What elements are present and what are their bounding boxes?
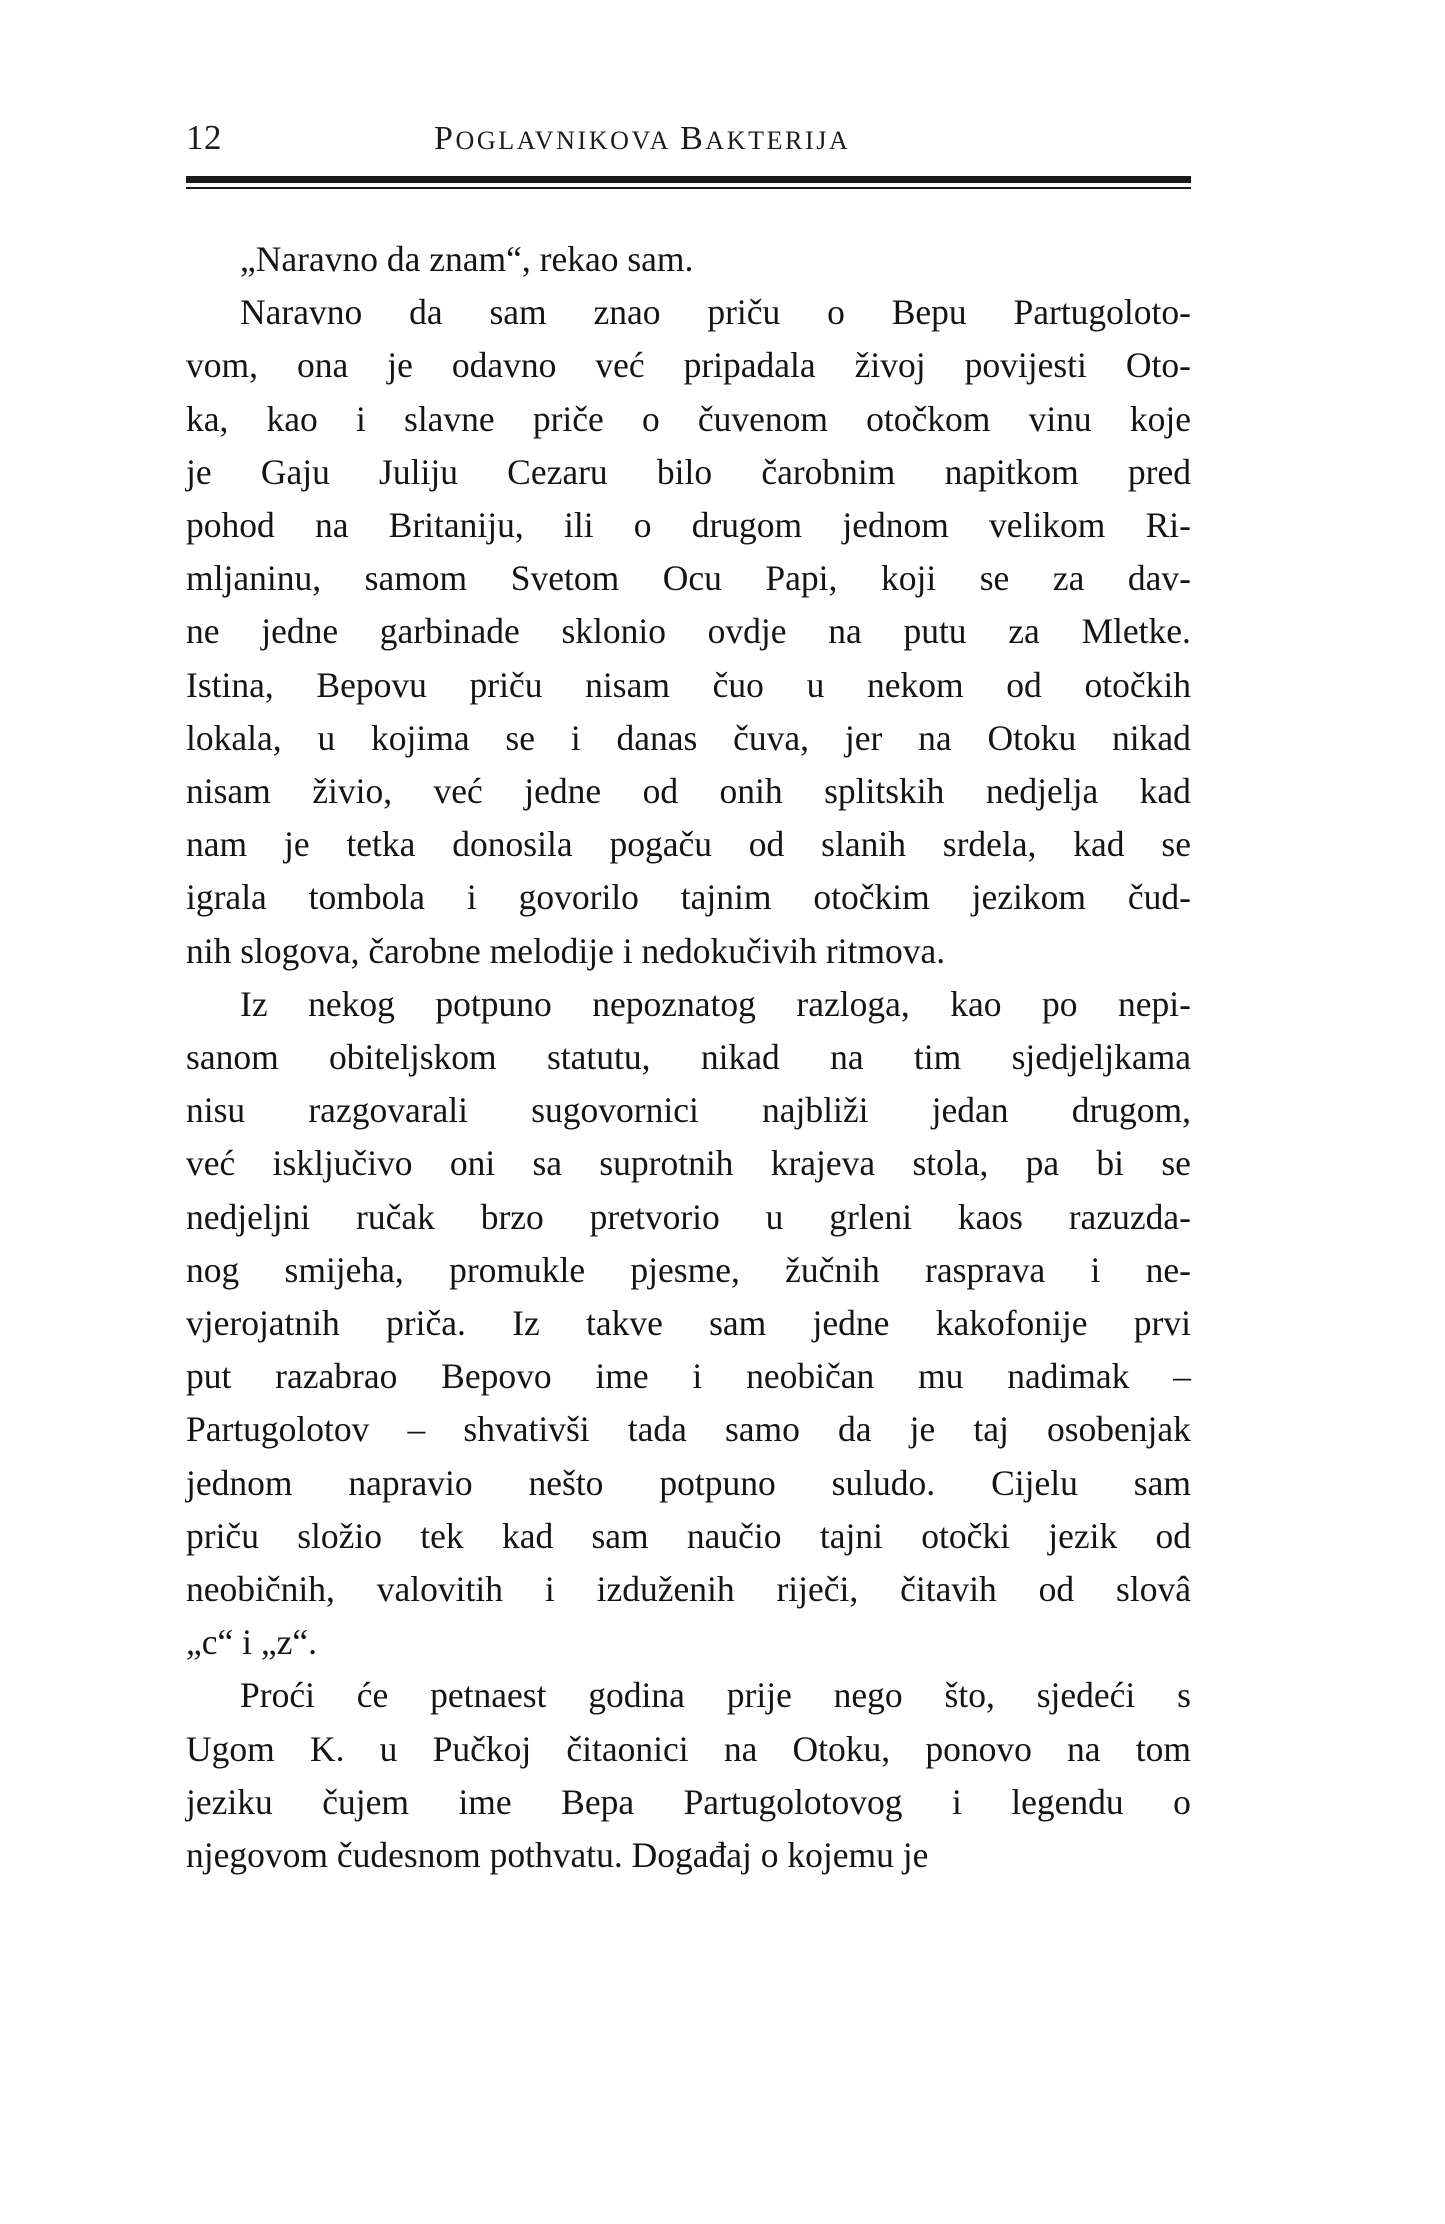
text-line — [186, 1191, 1191, 1244]
text-word: ne — [186, 611, 220, 652]
text-word: nepoznatog — [592, 983, 756, 1024]
text-word: nam — [186, 824, 248, 865]
body-text — [186, 233, 1191, 1882]
text-word: pohod — [186, 505, 275, 546]
text-word: jednom — [186, 1462, 293, 1503]
text-line — [186, 552, 1191, 605]
text-word: valovitih — [376, 1569, 503, 1610]
text-word: Oto- — [1125, 345, 1191, 386]
text-word: tajnim — [680, 877, 772, 918]
text-word: Otoku — [987, 717, 1077, 758]
text-line — [186, 393, 1191, 446]
text-word: od — [1038, 1569, 1075, 1610]
text-word: i — [544, 1569, 555, 1610]
text-line — [186, 1084, 1191, 1137]
text-word: na — [830, 1037, 864, 1078]
text-word: stola, — [912, 1143, 989, 1184]
text-word: sjedeći — [1036, 1675, 1136, 1716]
text-word: nedjeljni — [186, 1196, 311, 1237]
running-title-initial-2: B — [680, 120, 706, 157]
text-word: takve — [585, 1303, 663, 1344]
text-word: jedan — [931, 1090, 1009, 1131]
text-word: već — [186, 1143, 236, 1184]
text-word: nekom — [867, 664, 964, 705]
text-word: od — [1006, 664, 1042, 705]
text-line — [186, 1776, 1191, 1829]
text-word: i — [692, 1356, 703, 1397]
text-word: sam — [591, 1515, 649, 1556]
text-word: što, — [944, 1675, 995, 1716]
text-word: u — [317, 717, 336, 758]
text-word: čud- — [1127, 877, 1191, 918]
text-word: otočki — [921, 1515, 1010, 1556]
text-line — [186, 1244, 1191, 1297]
text-word: nisam — [186, 771, 271, 812]
text-word: slavne — [404, 398, 495, 439]
text-word: koje — [1129, 398, 1191, 439]
text-word: velikom — [989, 505, 1106, 546]
body-paragraph — [186, 1669, 1191, 1882]
text-line — [186, 1510, 1191, 1563]
text-word: se — [1161, 1143, 1191, 1184]
text-word: kad — [1139, 771, 1191, 812]
text-line — [186, 1031, 1191, 1084]
text-word: o — [827, 292, 845, 333]
text-word: je — [387, 345, 413, 386]
text-word: krajeva — [770, 1143, 876, 1184]
text-word: tom — [1135, 1728, 1191, 1769]
text-word: lokala, — [186, 717, 282, 758]
text-word: izduženih — [596, 1569, 735, 1610]
text-word: mljaninu, — [186, 558, 322, 599]
text-line: „Naravno da znam“, rekao sam. — [240, 239, 694, 279]
text-word: znao — [593, 292, 661, 333]
text-word: pjesme, — [630, 1249, 740, 1290]
text-word: vom, — [186, 345, 258, 386]
text-word: priču — [186, 1515, 259, 1556]
body-paragraph — [186, 978, 1191, 1670]
text-word: legendu — [1011, 1781, 1124, 1822]
text-word: i — [1090, 1249, 1101, 1290]
text-word: Bepovu — [316, 664, 427, 705]
text-word: priče — [532, 398, 604, 439]
text-word: obiteljskom — [329, 1037, 497, 1078]
text-word: nisam — [585, 664, 670, 705]
text-word: drugom — [691, 505, 803, 546]
text-word: čarobnim — [761, 451, 896, 492]
text-word: jezik — [1048, 1515, 1118, 1556]
text-word: jednom — [842, 505, 949, 546]
running-title-initial-1: P — [434, 120, 456, 157]
text-word: je — [186, 451, 212, 492]
text-word: da — [409, 292, 443, 333]
text-word: sam — [489, 292, 547, 333]
text-word: tombola — [308, 877, 426, 918]
text-word: statutu, — [546, 1037, 651, 1078]
text-word: jezikom — [971, 877, 1086, 918]
text-word: na — [314, 505, 349, 546]
text-word: na — [918, 717, 952, 758]
rule-thin — [186, 187, 1191, 189]
text-word: putu — [903, 611, 967, 652]
text-word: već — [595, 345, 645, 386]
text-word: ručak — [356, 1196, 435, 1237]
text-word: u — [765, 1196, 784, 1237]
text-word: razgovarali — [308, 1090, 469, 1131]
text-line — [186, 1297, 1191, 1350]
page-content — [186, 120, 1216, 1882]
text-word: suprotnih — [599, 1143, 734, 1184]
text-word: godina — [588, 1675, 685, 1716]
text-word: s — [1177, 1675, 1191, 1716]
text-word: nepi- — [1117, 983, 1191, 1024]
text-word: se — [505, 717, 535, 758]
text-word: prvi — [1133, 1303, 1191, 1344]
text-line — [186, 1137, 1191, 1190]
text-word: ili — [563, 505, 594, 546]
text-word: je — [283, 824, 310, 865]
text-word: riječi, — [776, 1569, 859, 1610]
text-word: jer — [844, 717, 883, 758]
text-word: nešto — [528, 1462, 604, 1503]
text-word: tetka — [346, 824, 416, 865]
text-line — [186, 1669, 1191, 1722]
text-word: priču — [469, 664, 543, 705]
text-word: neobičan — [746, 1356, 875, 1397]
text-word: živio, — [312, 771, 393, 812]
text-line — [186, 605, 1191, 658]
text-word: u — [806, 664, 825, 705]
text-word: po — [1041, 983, 1078, 1024]
text-word: sanom — [186, 1037, 279, 1078]
running-title — [386, 122, 1216, 156]
text-line: „c“ i „z“. — [186, 1622, 318, 1663]
text-word: čuva, — [733, 717, 810, 758]
text-word: K. — [309, 1728, 345, 1769]
text-word: ponovo — [925, 1728, 1032, 1769]
text-word: petnaest — [430, 1675, 547, 1716]
text-line — [186, 1350, 1191, 1403]
text-word: samo — [724, 1409, 800, 1450]
body-paragraph — [186, 233, 1191, 286]
text-word: bilo — [656, 451, 713, 492]
text-word: priča. — [386, 1303, 466, 1344]
text-line — [186, 286, 1191, 339]
text-word: bi — [1096, 1143, 1125, 1184]
text-word: na — [828, 611, 862, 652]
rule-thick — [186, 176, 1191, 183]
text-word: Proći — [240, 1675, 315, 1716]
text-word: dav- — [1127, 558, 1191, 599]
text-word: Svetom — [510, 558, 620, 599]
text-word: razloga, — [796, 983, 910, 1024]
text-word: potpuno — [435, 983, 552, 1024]
text-word: sam — [709, 1303, 767, 1344]
text-word: grleni — [829, 1196, 912, 1237]
text-word: Cijelu — [991, 1462, 1078, 1503]
text-word: kad — [1073, 824, 1125, 865]
text-word: nekog — [308, 983, 395, 1024]
text-word: taj — [973, 1409, 1009, 1450]
text-word: o — [1173, 1781, 1191, 1822]
text-word: kojima — [371, 717, 470, 758]
text-word: sugovornici — [531, 1090, 699, 1131]
text-word: razuzda- — [1068, 1196, 1191, 1237]
text-line — [186, 446, 1191, 499]
text-word: sa — [532, 1143, 563, 1184]
text-word: ka, — [186, 398, 229, 439]
text-word: otočkom — [866, 398, 991, 439]
text-word: Bepa — [561, 1781, 635, 1822]
text-word: povijesti — [964, 345, 1087, 386]
text-word: na — [723, 1728, 758, 1769]
text-word: nedjelja — [985, 771, 1099, 812]
text-line — [186, 659, 1191, 712]
text-line — [186, 499, 1191, 552]
text-word: sjedjeljkama — [1011, 1037, 1191, 1078]
text-word: se — [979, 558, 1010, 599]
running-title-rest-2: AKTERIJA — [705, 126, 851, 155]
text-line — [186, 1403, 1191, 1456]
text-word: pred — [1127, 451, 1191, 492]
text-word: vinu — [1028, 398, 1092, 439]
text-word: rasprava — [925, 1249, 1046, 1290]
text-word: čuvenom — [697, 398, 829, 439]
text-word: slovâ — [1116, 1569, 1191, 1610]
text-word: osobenjak — [1046, 1409, 1191, 1450]
text-line — [186, 818, 1191, 871]
text-word: tajni — [819, 1515, 883, 1556]
text-word: Pučkoj — [432, 1728, 532, 1769]
text-word: odavno — [451, 345, 557, 386]
text-word: na — [1067, 1728, 1101, 1769]
text-word: vjerojatnih — [186, 1303, 340, 1344]
header-double-rule — [186, 176, 1191, 189]
text-word: igrala — [186, 877, 267, 918]
text-line: njegovom čudesnom pothvatu. Događaj o kojemu je — [186, 1835, 929, 1876]
text-word: i — [466, 877, 477, 918]
text-word: drugom, — [1071, 1090, 1191, 1131]
text-word: put — [186, 1356, 232, 1397]
text-word: kao — [266, 398, 318, 439]
text-word: Partugolotovog — [683, 1781, 903, 1822]
text-word: jedne — [524, 771, 602, 812]
text-word: oni — [449, 1143, 496, 1184]
text-word: Ocu — [662, 558, 722, 599]
text-line: nih slogova, čarobne melodije i nedokučivih ritmova. — [186, 930, 946, 971]
text-word: danas — [616, 717, 698, 758]
text-word: najbliži — [761, 1090, 869, 1131]
text-word: mu — [918, 1356, 964, 1397]
text-word: Cezaru — [507, 451, 608, 492]
text-word: Otoku, — [792, 1728, 891, 1769]
text-word: se — [1161, 824, 1191, 865]
text-word: Bepu — [891, 292, 967, 333]
text-word: – — [407, 1409, 426, 1450]
text-word: već — [433, 771, 483, 812]
text-line — [186, 1563, 1191, 1616]
text-word: srdela, — [942, 824, 1037, 865]
text-word: Ugom — [186, 1728, 275, 1769]
text-word: onih — [719, 771, 783, 812]
running-title-rest-1: OGLAVNIKOVA — [455, 126, 671, 155]
text-word: Partugolotov — [186, 1409, 370, 1450]
text-word: o — [633, 505, 652, 546]
text-word: pa — [1025, 1143, 1060, 1184]
text-word: Juliju — [379, 451, 458, 492]
text-word: kakofonije — [935, 1303, 1088, 1344]
text-word: Papi, — [765, 558, 838, 599]
text-word: slanih — [821, 824, 906, 865]
text-word: Iz — [240, 983, 268, 1024]
text-word: Mletke. — [1081, 611, 1191, 652]
text-word: od — [1155, 1515, 1191, 1556]
text-word: samom — [364, 558, 468, 599]
text-word: nikad — [700, 1037, 780, 1078]
text-word: ime — [595, 1356, 649, 1397]
text-word: govorilo — [518, 877, 639, 918]
text-word: isključivo — [272, 1143, 413, 1184]
text-word: promukle — [449, 1249, 586, 1290]
text-word: Iz — [512, 1303, 540, 1344]
text-word: živoj — [854, 345, 926, 386]
text-word: ovdje — [707, 611, 787, 652]
text-word: ona — [296, 345, 349, 386]
text-word: pretvorio — [589, 1196, 720, 1237]
text-line — [186, 712, 1191, 765]
text-word: ime — [458, 1781, 512, 1822]
text-word: kao — [950, 983, 1002, 1024]
text-word: shvativši — [463, 1409, 590, 1450]
text-word: jedne — [812, 1303, 890, 1344]
text-word: tim — [913, 1037, 962, 1078]
text-word: koji — [880, 558, 937, 599]
running-head — [186, 120, 1216, 172]
text-word: ne- — [1145, 1249, 1191, 1290]
text-word: sam — [1133, 1462, 1191, 1503]
text-word: splitskih — [824, 771, 945, 812]
text-word: nadimak — [1007, 1356, 1130, 1397]
text-word: nisu — [186, 1090, 246, 1131]
text-word: otočkim — [813, 877, 930, 918]
text-word: i — [951, 1781, 962, 1822]
text-word: žučnih — [785, 1249, 880, 1290]
text-word: suludo. — [831, 1462, 936, 1503]
text-word: jedne — [261, 611, 339, 652]
text-word: kaos — [957, 1196, 1023, 1237]
text-word: garbinade — [379, 611, 520, 652]
text-word: pripadala — [683, 345, 816, 386]
text-word: Naravno — [240, 292, 363, 333]
text-word: od — [748, 824, 785, 865]
text-word: nog — [186, 1249, 240, 1290]
text-word: nikad — [1112, 717, 1191, 758]
text-word: o — [641, 398, 660, 439]
text-word: čitaonici — [566, 1728, 689, 1769]
text-word: Partugoloto- — [1013, 292, 1191, 333]
text-word: u — [379, 1728, 398, 1769]
text-word: smijeha, — [284, 1249, 404, 1290]
text-word: Istina, — [186, 664, 274, 705]
text-word: složio — [297, 1515, 383, 1556]
text-word: otočkih — [1084, 664, 1191, 705]
text-word: sklonio — [561, 611, 666, 652]
text-word: i — [570, 717, 581, 758]
text-word: za — [1008, 611, 1040, 652]
text-word: Bepovo — [441, 1356, 552, 1397]
text-word: će — [356, 1675, 389, 1716]
text-word: kad — [501, 1515, 554, 1556]
text-line — [186, 978, 1191, 1031]
text-word: pogaču — [609, 824, 712, 865]
text-word: razabrao — [275, 1356, 398, 1397]
text-word: brzo — [480, 1196, 544, 1237]
text-word: Britaniju, — [388, 505, 524, 546]
text-word: Ri- — [1145, 505, 1191, 546]
text-word: jeziku — [186, 1781, 273, 1822]
text-line — [186, 339, 1191, 392]
text-word: tek — [420, 1515, 464, 1556]
text-word: od — [642, 771, 679, 812]
text-word: potpuno — [659, 1462, 776, 1503]
text-word: – — [1173, 1356, 1191, 1397]
text-line — [186, 871, 1191, 924]
text-word: čitavih — [900, 1569, 997, 1610]
text-word: čujem — [322, 1781, 409, 1822]
text-word: Gaju — [260, 451, 330, 492]
text-line — [186, 1457, 1191, 1510]
text-word: napitkom — [944, 451, 1079, 492]
text-word: tada — [627, 1409, 687, 1450]
text-word: prije — [726, 1675, 792, 1716]
text-word: napravio — [348, 1462, 473, 1503]
body-paragraph — [186, 286, 1191, 978]
text-word: i — [355, 398, 366, 439]
text-word: neobičnih, — [186, 1569, 335, 1610]
text-word: čuo — [712, 664, 764, 705]
text-word: donosila — [452, 824, 573, 865]
text-word: priču — [707, 292, 781, 333]
text-word: da — [838, 1409, 872, 1450]
text-word: za — [1052, 558, 1085, 599]
text-word: naučio — [686, 1515, 782, 1556]
text-word: je — [909, 1409, 936, 1450]
text-line — [186, 765, 1191, 818]
text-word: nego — [833, 1675, 903, 1716]
text-line — [186, 1723, 1191, 1776]
page-number: 12 — [186, 118, 222, 157]
